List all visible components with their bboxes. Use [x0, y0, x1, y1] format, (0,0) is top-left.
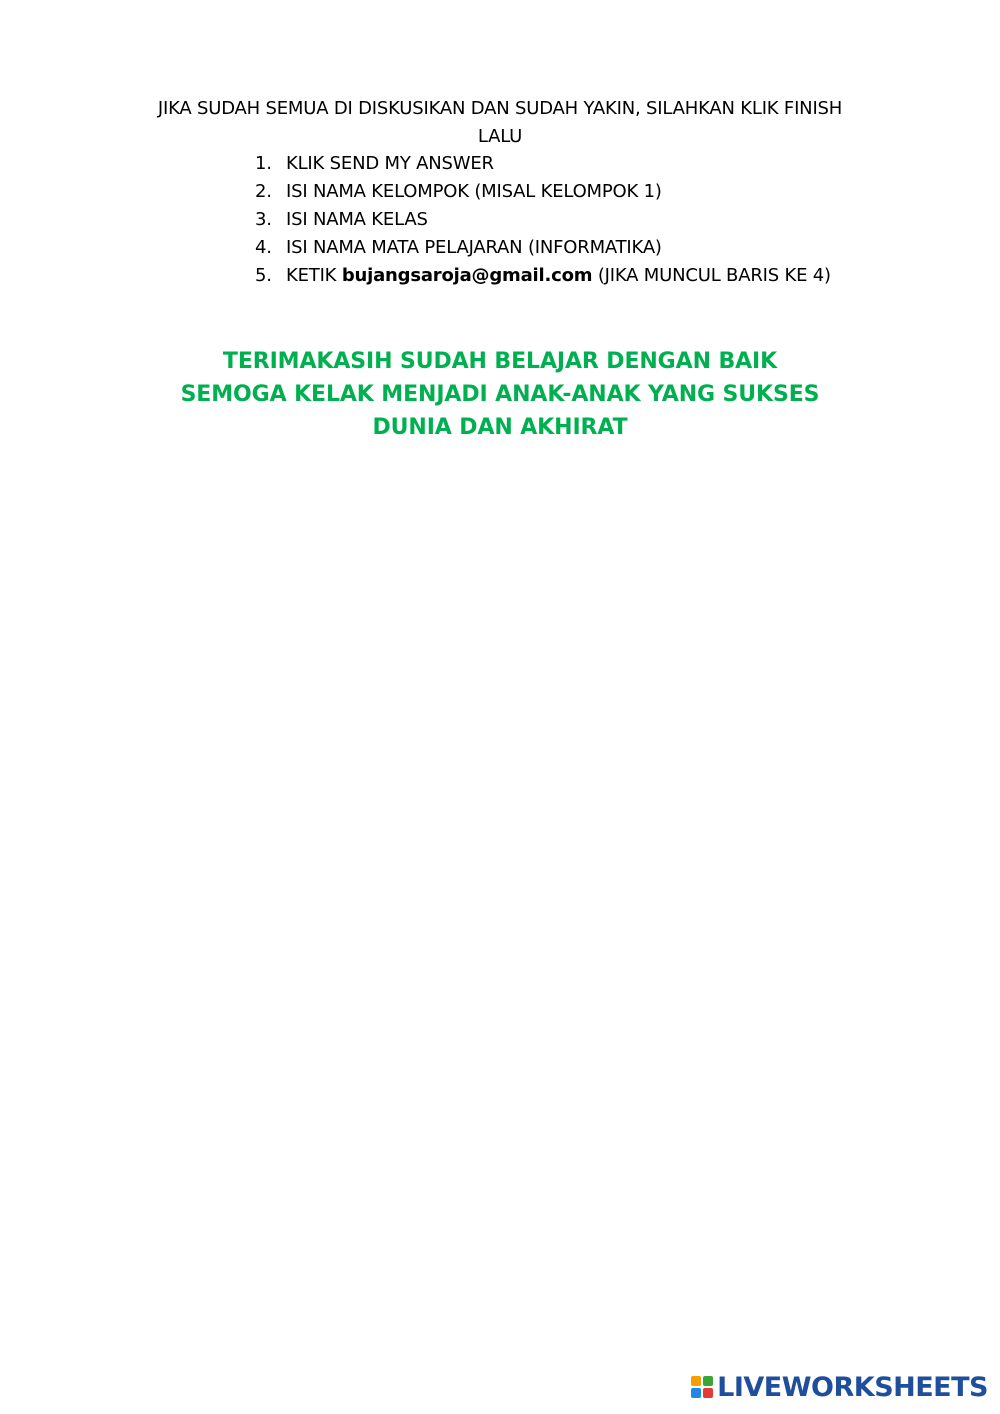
closing-line-1: TERIMAKASIH SUDAH BELAJAR DENGAN BAIK: [222, 349, 778, 374]
liveworksheets-brand: [691, 1372, 988, 1402]
instructions-intro: [120, 95, 880, 151]
step-item: [255, 206, 831, 234]
step-item: [255, 150, 831, 178]
step-prefix: KETIK: [286, 265, 342, 286]
step-text: ISI NAMA KELOMPOK (MISAL KELOMPOK 1): [286, 181, 662, 202]
step-number: 2.: [255, 181, 272, 202]
step-text: KLIK SEND MY ANSWER: [286, 153, 494, 174]
step-item: [255, 234, 831, 262]
step-text: ISI NAMA KELAS: [286, 209, 428, 230]
brand-name: LIVEWORKSHEETS: [717, 1371, 988, 1403]
step-suffix: (JIKA MUNCUL BARIS KE 4): [592, 265, 831, 286]
email-address: bujangsaroja@gmail.com: [341, 265, 593, 286]
liveworksheets-logo-icon: [691, 1376, 713, 1398]
intro-line-2: LALU: [477, 126, 523, 147]
step-number: 5.: [255, 265, 272, 286]
step-number: 4.: [255, 237, 272, 258]
steps-list: [255, 150, 831, 290]
step-item: [255, 262, 831, 290]
closing-message: [100, 345, 900, 444]
step-text: ISI NAMA MATA PELAJARAN (INFORMATIKA): [286, 237, 662, 258]
closing-line-2: SEMOGA KELAK MENJADI ANAK-ANAK YANG SUKSES: [180, 382, 820, 407]
intro-line-1: JIKA SUDAH SEMUA DI DISKUSIKAN DAN SUDAH YAKIN, SILAHKAN KLIK FINISH: [157, 98, 843, 119]
closing-line-3: DUNIA DAN AKHIRAT: [372, 415, 628, 440]
step-number: 1.: [255, 153, 272, 174]
step-item: [255, 178, 831, 206]
step-number: 3.: [255, 209, 272, 230]
